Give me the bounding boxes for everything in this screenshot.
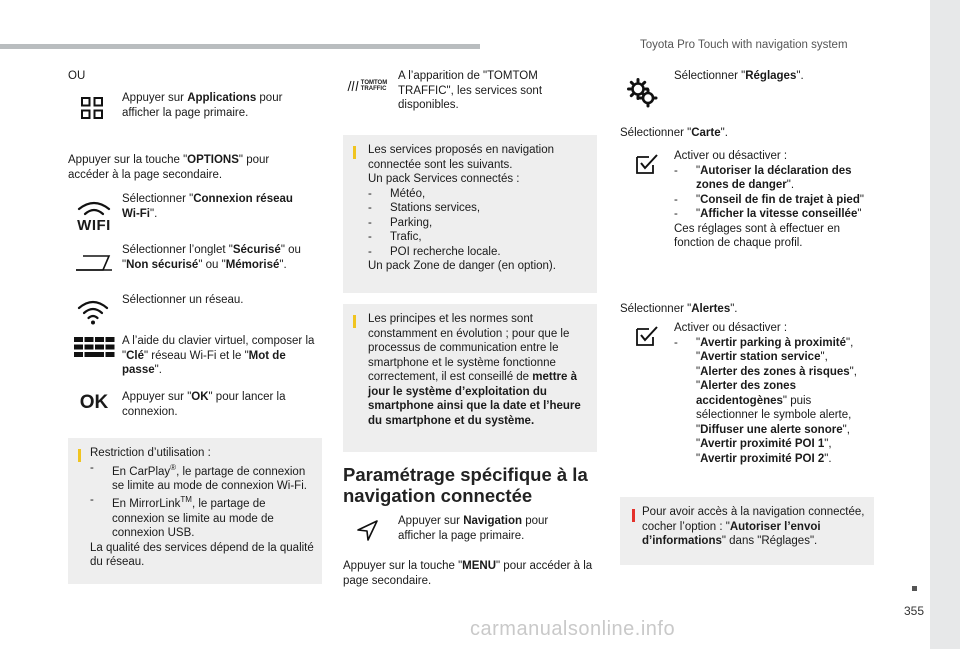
checkbox-icon	[634, 152, 660, 176]
services-info-box	[343, 135, 597, 293]
connexion-reseau-instruction: Sélectionner "Connexion réseau Wi-Fi".	[122, 193, 293, 220]
service-item: - POI recherche locale.	[368, 245, 501, 258]
restriction-intro: Restriction d’utilisation :	[90, 447, 211, 459]
carte-option: - "Conseil de fin de trajet à pied"	[674, 193, 864, 206]
page-edge-tab	[930, 0, 960, 649]
carte-option: - "Afficher la vitesse conseillée"	[674, 208, 862, 220]
header-rule	[0, 44, 480, 49]
applications-instruction: Appuyer sur Applications pour afficher la page primaire.	[122, 92, 283, 119]
warning-marker-icon	[632, 509, 635, 522]
services-pack: Un pack Services connectés :	[368, 173, 520, 185]
navigation-instruction: Appuyer sur Navigation pour afficher la page primaire.	[398, 515, 549, 542]
clavier-instruction: A l’aide du clavier virtuel, composer la "Clé" réseau Wi-Fi et le "Mot de passe".	[122, 335, 315, 376]
applications-grid-icon	[80, 96, 104, 120]
warning-text: Pour avoir accès à la navigation connectée, cocher l’option : "Autoriser l’envoi d’informations" dans "Réglages".	[642, 506, 865, 547]
service-item: - Stations services,	[368, 202, 481, 214]
service-item: - Trafic,	[368, 231, 422, 243]
alertes-instruction: Sélectionner "Alertes".	[620, 303, 738, 315]
info-marker-icon	[353, 146, 356, 159]
watermark: carmanualsonline.info	[470, 618, 676, 640]
page-header-title: Toyota Pro Touch with navigation system	[640, 39, 848, 51]
services-intro: Les services proposés en navigation connectée sont les suivants.	[368, 144, 555, 171]
tomtom-traffic-icon: TOMTOM TRAFFIC	[343, 78, 391, 94]
restriction-outro: La qualité des services dépend de la qualité du réseau.	[90, 541, 314, 569]
normes-text: Les principes et les normes sont constamment en évolution ; pour que le processus de communication entre le smartphone et le système fonctionne correctement, il est conseillé de mettre à jour le système d’exploitation du smartphone ainsi que la date et l’heure du smartphone et du système.	[368, 313, 581, 427]
restriction-info-box	[68, 438, 322, 584]
service-item: - Météo,	[368, 187, 426, 200]
tomtom-traffic-text: A l’apparition de "TOMTOM TRAFFIC", les services sont disponibles.	[398, 70, 543, 111]
wifi-icon: WIFI	[74, 197, 114, 237]
carte-instruction: Sélectionner "Carte".	[620, 127, 728, 139]
navigation-icon	[354, 518, 380, 544]
menu-instruction: Appuyer sur la touche "MENU" pour accéder à la page secondaire.	[343, 560, 593, 587]
info-marker-icon	[353, 315, 356, 328]
carte-option: - "Autoriser la déclaration des zones de danger".	[674, 164, 852, 191]
tab-shape-icon	[74, 253, 114, 273]
normes-info-box	[343, 304, 597, 452]
ok-icon: OK	[79, 391, 109, 413]
alertes-activer-block: Activer ou désactiver : - "Avertir parking à proximité", "Avertir station service", "Alerter des zones à risques", "Alerter des zones accidentogènes" puis sélectionner le symbole alerte, "Diffuser une alerte sonore", "Avertir proximité POI 1", "Avertir proximité POI 2".	[674, 322, 857, 465]
restriction-mirrorlink: - En MirrorLink™, le partage de connexion se limite au mode de connexion USB.	[90, 494, 274, 540]
warning-box	[620, 497, 874, 565]
keyboard-icon	[72, 335, 116, 359]
page-marker	[912, 586, 917, 591]
reglages-instruction: Sélectionner "Réglages".	[674, 70, 804, 82]
options-instruction: Appuyer sur la touche "OPTIONS" pour accéder à la page secondaire.	[68, 154, 270, 181]
ok-instruction: Appuyer sur "OK" pour lancer la connexion.	[122, 391, 286, 418]
ou-label: OU	[68, 70, 86, 82]
info-marker-icon	[78, 449, 81, 462]
page-number: 355	[903, 604, 924, 618]
onglet-instruction: Sélectionner l’onglet "Sécurisé" ou "Non sécurisé" ou "Mémorisé".	[122, 244, 301, 271]
restriction-carplay: - En CarPlay®, le partage de connexion se limite au mode de connexion Wi-Fi.	[90, 461, 307, 492]
checkbox-icon	[634, 324, 660, 348]
select-network-instruction: Sélectionner un réseau.	[122, 294, 244, 306]
wifi-signal-icon	[76, 298, 110, 326]
section-title: Paramétrage spécifique à la navigation connectée	[343, 464, 588, 506]
gears-icon	[625, 76, 659, 110]
service-item: - Parking,	[368, 216, 433, 229]
carte-activer-block: Activer ou désactiver : - "Autoriser la déclaration des zones de danger". - "Conseil de fin de trajet à pied" - "Afficher la vitesse conseillée" Ces réglages sont à effectuer en fonction de chaque profil.	[674, 149, 866, 251]
services-zone: Un pack Zone de danger (en option).	[368, 260, 556, 272]
